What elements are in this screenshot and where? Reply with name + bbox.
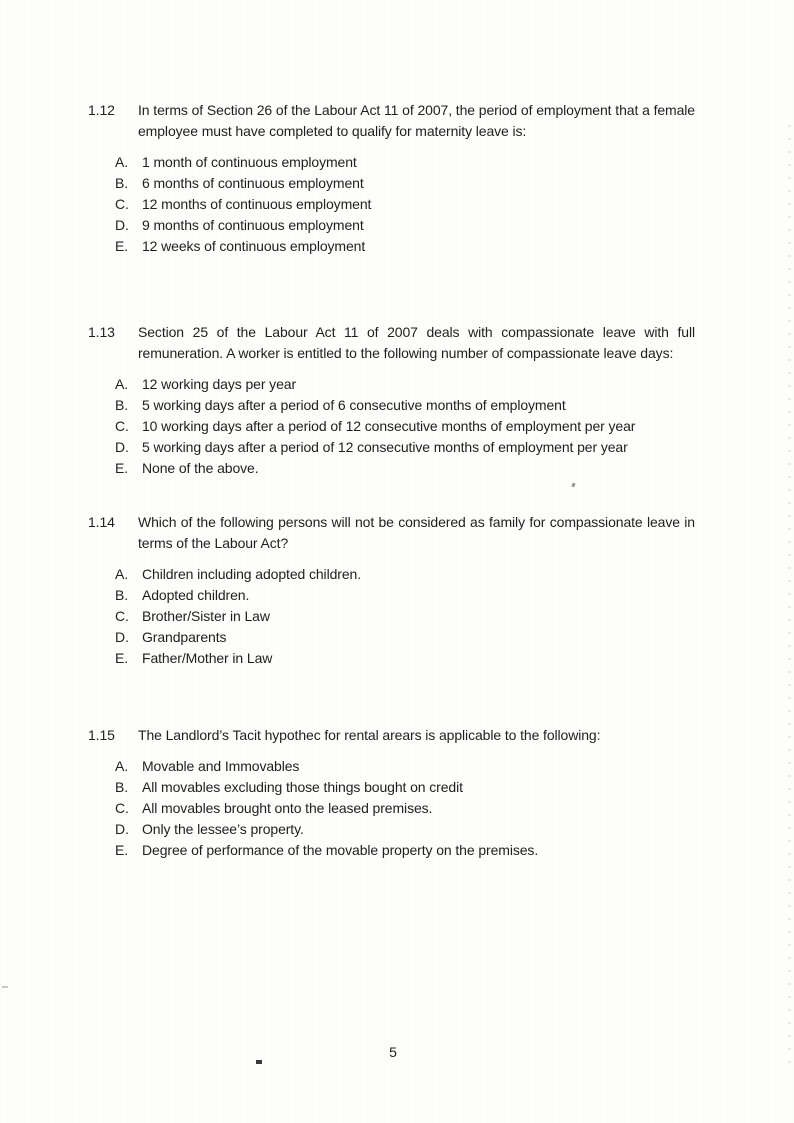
question-number: 1.13 bbox=[88, 324, 115, 340]
option-letter: B. bbox=[115, 397, 129, 413]
option-text: 10 working days after a period of 12 consecutive months of employment per year bbox=[142, 418, 636, 434]
option-text: 9 months of continuous employment bbox=[142, 217, 364, 233]
option-text: Brother/Sister in Law bbox=[142, 608, 270, 624]
option-letter: C. bbox=[115, 608, 129, 624]
option-letter: E. bbox=[115, 842, 129, 858]
option-text: 12 working days per year bbox=[142, 376, 297, 392]
option-letter: B. bbox=[115, 587, 129, 603]
question-text: In terms of Section 26 of the Labour Act 11 of 2007, the period of employment that a female employee must have completed to qualify for maternity leave is: bbox=[138, 102, 695, 139]
question-number: 1.14 bbox=[88, 514, 115, 530]
option-letter: A. bbox=[115, 154, 129, 170]
option-letter: C. bbox=[115, 418, 129, 434]
option-letter: D. bbox=[115, 629, 129, 645]
question-header bbox=[88, 322, 695, 364]
option-item bbox=[115, 564, 695, 585]
option-letter: D. bbox=[115, 217, 129, 233]
question-text: Which of the following persons will not be considered as family for compassionate leave in terms of the Labour Act? bbox=[138, 514, 695, 551]
question-number: 1.15 bbox=[88, 727, 115, 743]
option-item bbox=[115, 648, 695, 669]
option-text: All movables excluding those things bought on credit bbox=[142, 779, 463, 795]
option-text: All movables brought onto the leased premises. bbox=[142, 800, 433, 816]
page-footer bbox=[0, 1042, 786, 1063]
option-text: 12 weeks of continuous employment bbox=[142, 238, 366, 254]
question-text: The Landlord’s Tacit hypothec for rental arears is applicable to the following: bbox=[138, 727, 601, 743]
option-letter: E. bbox=[115, 238, 129, 254]
document-page bbox=[88, 100, 695, 861]
option-item bbox=[115, 798, 695, 819]
option-text: 5 working days after a period of 6 consecutive months of employment bbox=[142, 397, 566, 413]
option-text: Father/Mother in Law bbox=[142, 650, 273, 666]
option-text: Degree of performance of the movable property on the premises. bbox=[142, 842, 539, 858]
question-header bbox=[88, 725, 695, 746]
option-item bbox=[115, 395, 695, 416]
option-text: Only the lessee’s property. bbox=[142, 821, 304, 837]
option-item bbox=[115, 173, 695, 194]
options-list bbox=[115, 152, 695, 257]
option-text: Children including adopted children. bbox=[142, 566, 361, 582]
option-item bbox=[115, 756, 695, 777]
option-text: 12 months of continuous employment bbox=[142, 196, 372, 212]
page-number: 5 bbox=[389, 1044, 397, 1060]
scan-artifact bbox=[2, 986, 8, 988]
options-list bbox=[115, 756, 695, 861]
option-item bbox=[115, 374, 695, 395]
question-block bbox=[88, 725, 695, 861]
option-item bbox=[115, 840, 695, 861]
options-list bbox=[115, 564, 695, 669]
options-list bbox=[115, 374, 695, 479]
option-letter: B. bbox=[115, 779, 129, 795]
option-item bbox=[115, 215, 695, 236]
option-letter: D. bbox=[115, 439, 129, 455]
option-item bbox=[115, 777, 695, 798]
option-item bbox=[115, 627, 695, 648]
option-text: Movable and Immovables bbox=[142, 758, 300, 774]
option-text: 1 month of continuous employment bbox=[142, 154, 357, 170]
option-item bbox=[115, 458, 695, 479]
option-text: Grandparents bbox=[142, 629, 227, 645]
option-item bbox=[115, 236, 695, 257]
option-letter: A. bbox=[115, 758, 129, 774]
option-letter: A. bbox=[115, 566, 129, 582]
question-block bbox=[88, 100, 695, 257]
option-letter: B. bbox=[115, 175, 129, 191]
option-item bbox=[115, 606, 695, 627]
option-item bbox=[115, 819, 695, 840]
option-letter: A. bbox=[115, 376, 129, 392]
option-text: Adopted children. bbox=[142, 587, 250, 603]
option-item bbox=[115, 152, 695, 173]
option-text: 5 working days after a period of 12 consecutive months of employment per year bbox=[142, 439, 628, 455]
option-letter: C. bbox=[115, 800, 129, 816]
option-letter: E. bbox=[115, 650, 129, 666]
option-item bbox=[115, 437, 695, 458]
option-item bbox=[115, 585, 695, 606]
question-header bbox=[88, 512, 695, 554]
scan-edge-noise bbox=[788, 125, 791, 1065]
question-header bbox=[88, 100, 695, 142]
question-block bbox=[88, 512, 695, 669]
option-item bbox=[115, 416, 695, 437]
option-text: None of the above. bbox=[142, 460, 259, 476]
option-letter: E. bbox=[115, 460, 129, 476]
option-text: 6 months of continuous employment bbox=[142, 175, 364, 191]
option-letter: D. bbox=[115, 821, 129, 837]
question-block bbox=[88, 322, 695, 479]
option-letter: C. bbox=[115, 196, 129, 212]
question-text: Section 25 of the Labour Act 11 of 2007 deals with compassionate leave with full remuneration. A worker is entitled to the following number of compassionate leave days: bbox=[138, 324, 695, 361]
option-item bbox=[115, 194, 695, 215]
question-number: 1.12 bbox=[88, 102, 115, 118]
